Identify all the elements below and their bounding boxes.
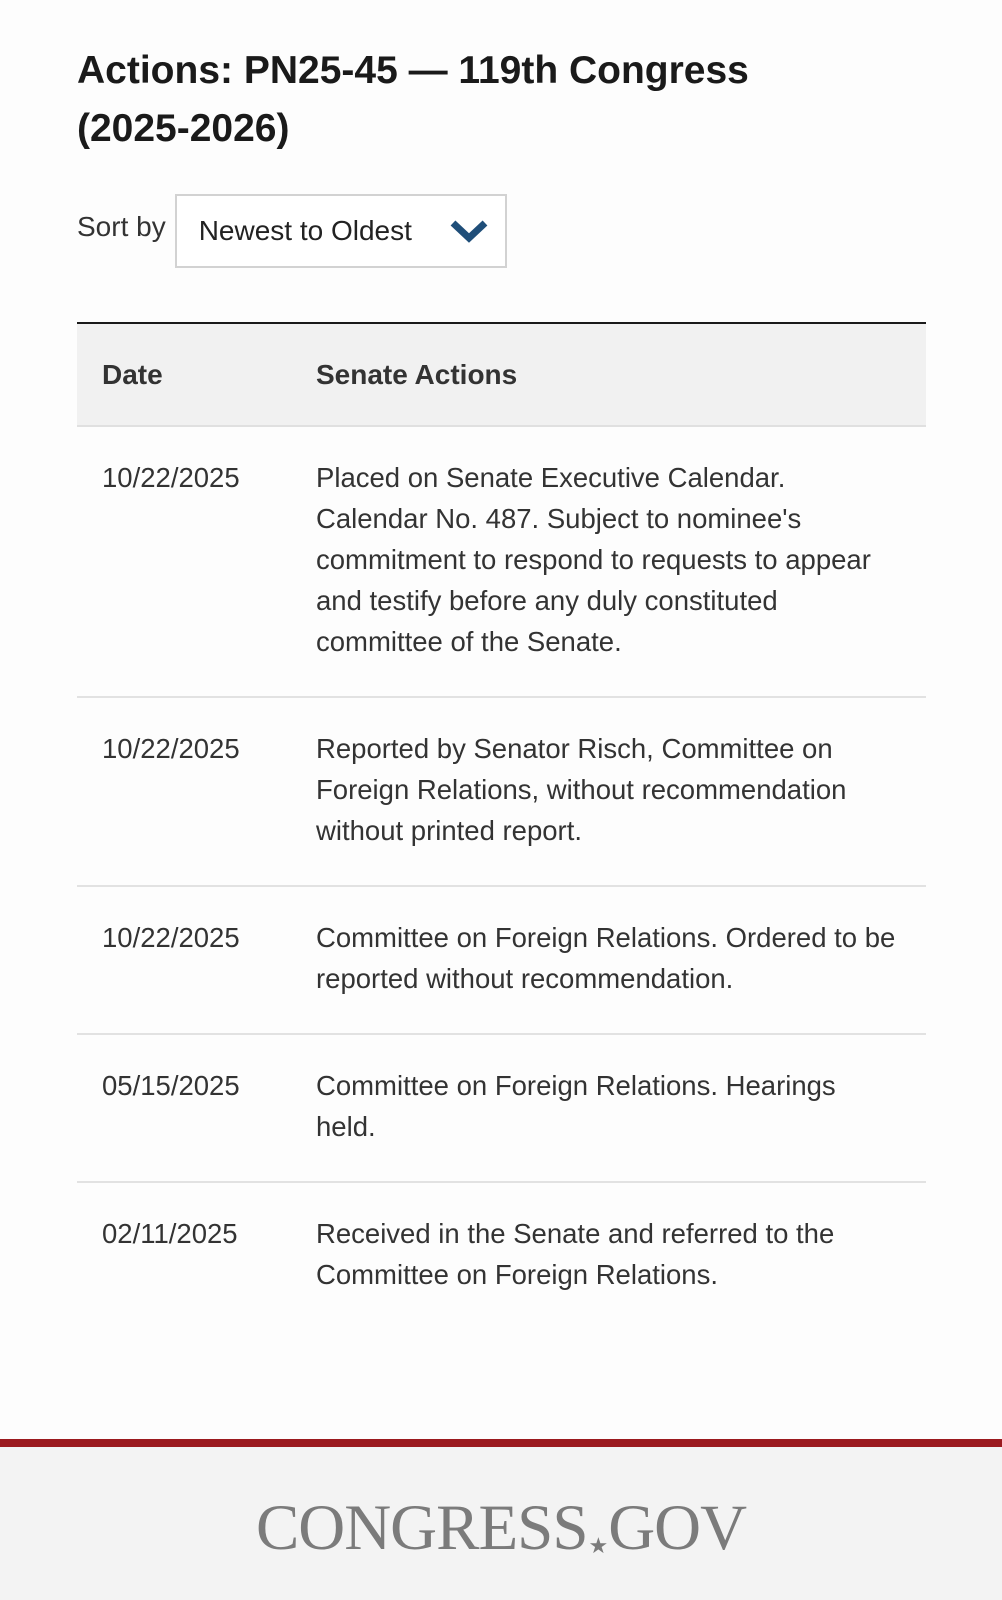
action-date: 10/22/2025: [77, 426, 316, 697]
column-header-senate-actions: Senate Actions: [316, 323, 926, 426]
site-footer: [0, 1439, 1002, 1600]
star-icon: ★: [588, 1533, 608, 1558]
sort-control: [77, 194, 507, 268]
table-row: [77, 697, 926, 886]
action-date: 10/22/2025: [77, 886, 316, 1034]
main-content: [77, 0, 926, 1290]
sort-label: Sort by: [77, 211, 166, 242]
table-row: [77, 1034, 926, 1182]
action-text: Reported by Senator Risch, Committee on Foreign Relations, without recommendation without printed report.: [316, 697, 926, 886]
action-text: Placed on Senate Executive Calendar. Calendar No. 487. Subject to nominee's commitment to respond to requests to appear and testify before any duly constituted committee of the Senate.: [316, 426, 926, 697]
table-row: [77, 1182, 926, 1329]
action-text: Received in the Senate and referred to the Committee on Foreign Relations.: [316, 1218, 835, 1290]
action-text: Committee on Foreign Relations. Ordered to be reported without recommendation.: [316, 886, 926, 1034]
action-text: Committee on Foreign Relations. Hearings held.: [316, 1034, 926, 1182]
action-date: 10/22/2025: [77, 697, 316, 886]
logo-text-congress: CONGRESS: [255, 1492, 588, 1564]
sort-selected-value: Newest to Oldest: [198, 215, 412, 246]
table-row: [77, 426, 926, 697]
page-title: Actions: PN25-45 — 119th Congress (2025-2026): [77, 49, 749, 150]
congress-gov-logo[interactable]: [0, 1491, 1002, 1566]
column-header-date: Date: [77, 323, 316, 426]
table-row: [77, 886, 926, 1034]
table-header-row: [77, 323, 926, 426]
logo-text-gov: GOV: [608, 1492, 747, 1564]
actions-table: [77, 322, 926, 1329]
action-date: 05/15/2025: [77, 1034, 316, 1182]
sort-select[interactable]: [175, 194, 507, 268]
chevron-down-icon: [449, 211, 489, 251]
action-date: 02/11/2025: [102, 1218, 238, 1249]
